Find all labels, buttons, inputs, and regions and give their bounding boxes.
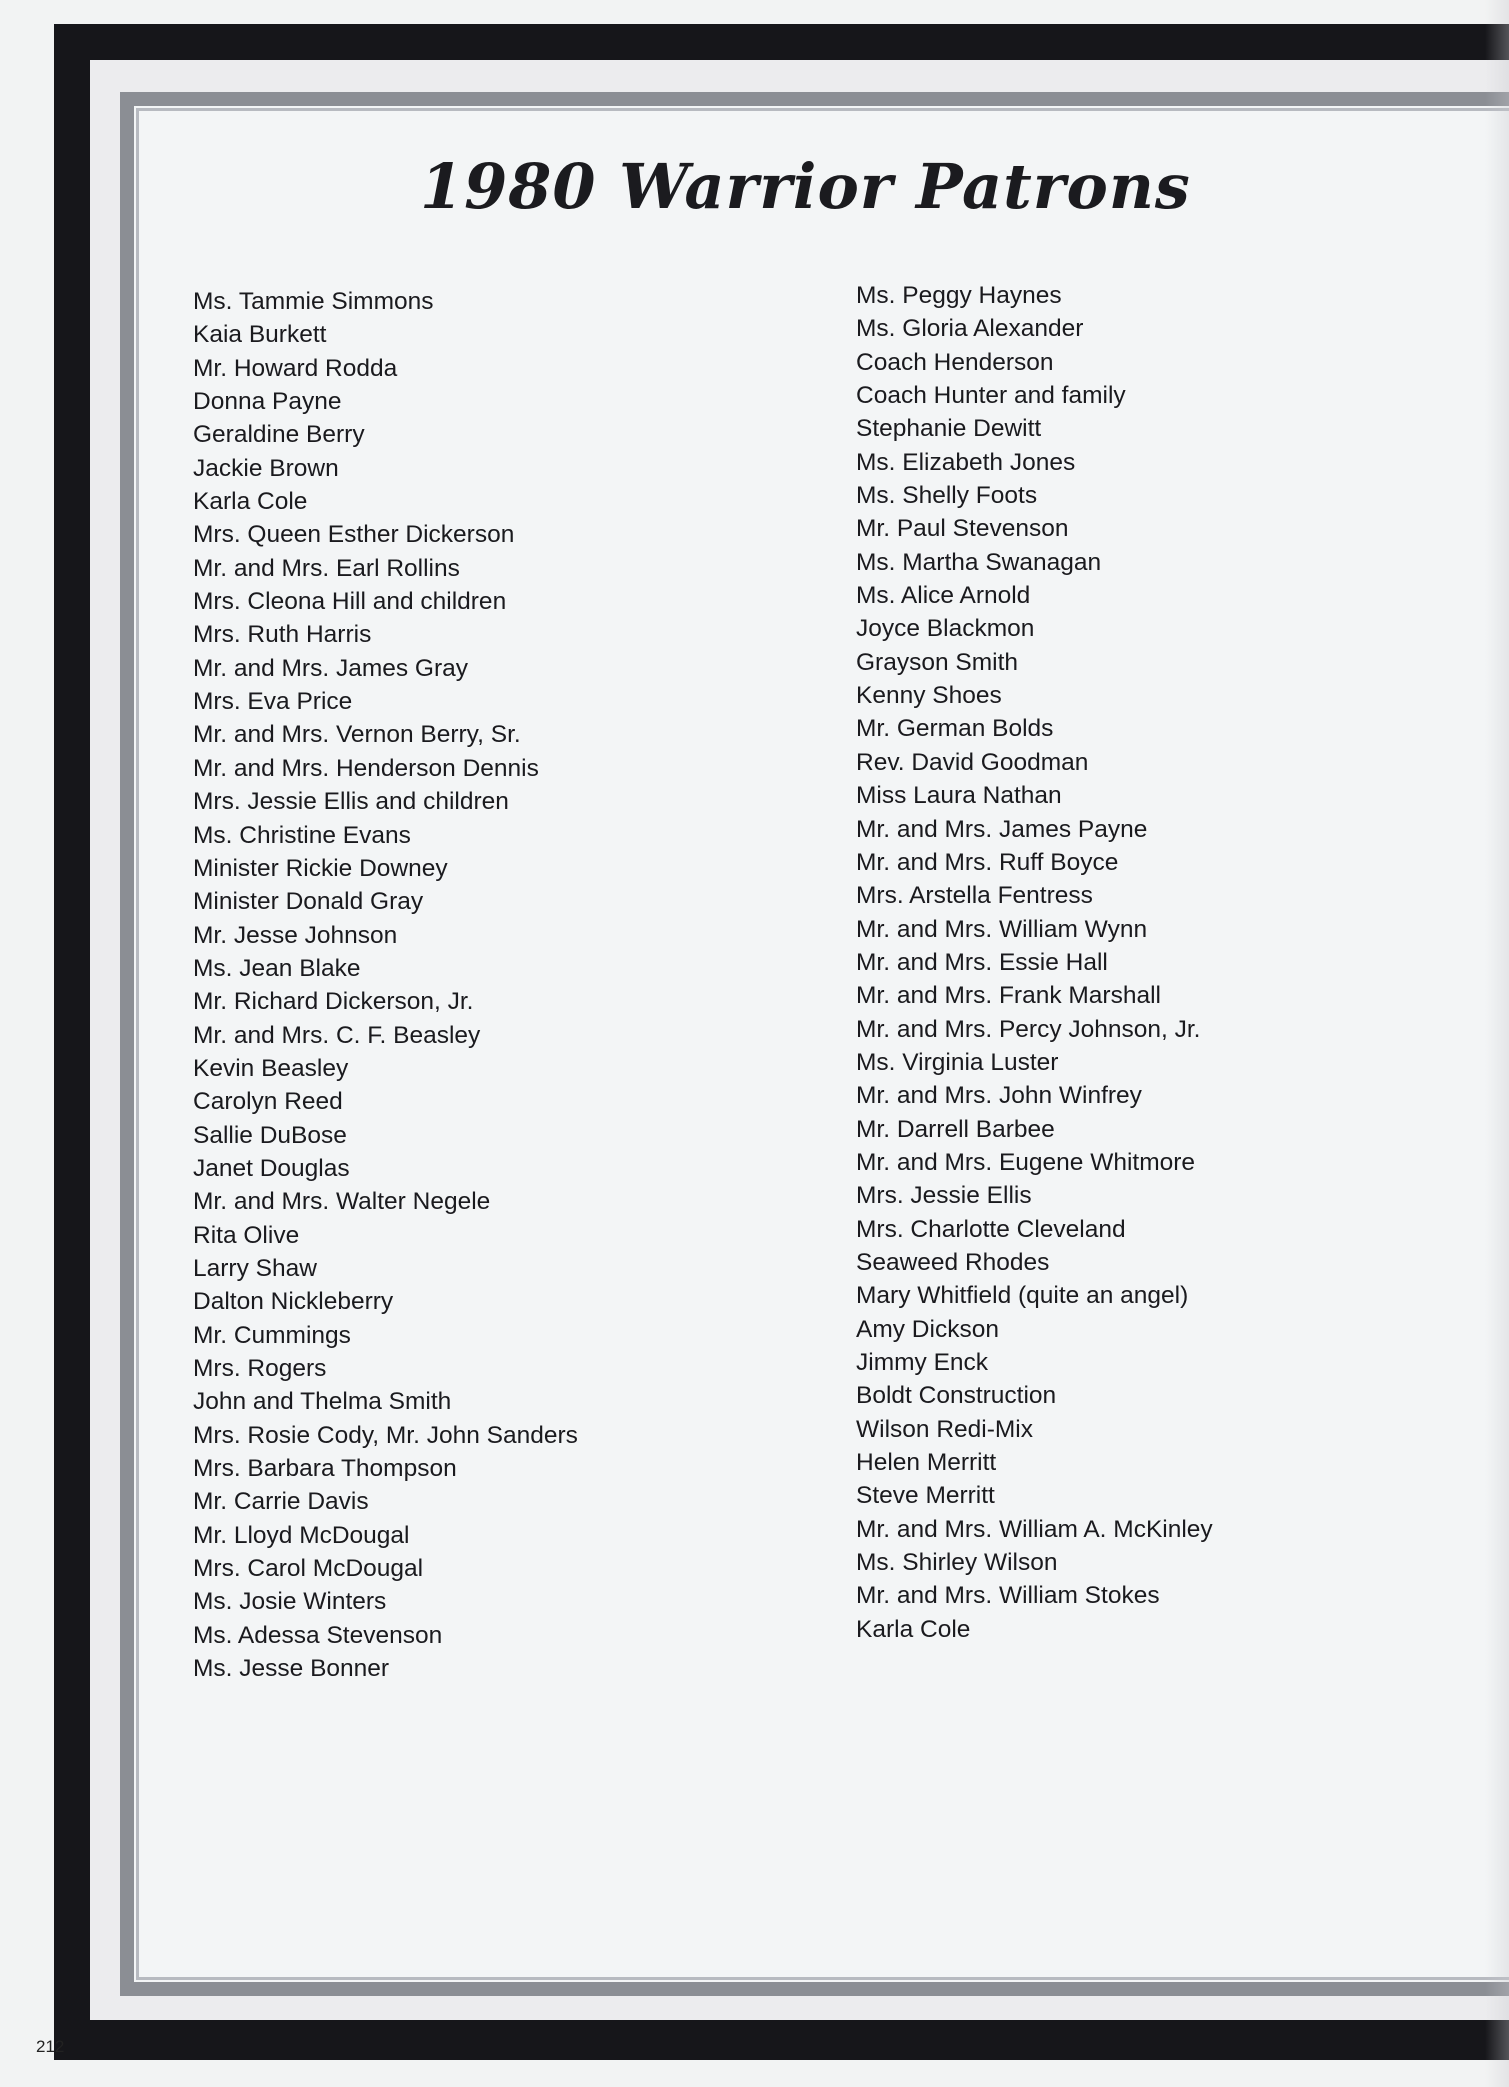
patron-name: Sallie DuBose (193, 1121, 347, 1149)
page-number: 212 (36, 2037, 65, 2056)
patron-name: Ms. Jesse Bonner (193, 1655, 390, 1683)
patron-name: Mrs. Carol McDougal (193, 1555, 424, 1583)
patron-name: Ms. Shelly Foots (856, 482, 1038, 510)
patron-name: Ms. Shirley Wilson (856, 1549, 1058, 1577)
patron-name: Ms. Christine Evans (193, 821, 411, 849)
patron-name: Mrs. Charlotte Cleveland (856, 1215, 1126, 1243)
patron-name: Mr. Jesse Johnson (193, 921, 398, 949)
patron-name: Wilson Redi-Mix (856, 1415, 1033, 1443)
patron-name: Ms. Jean Blake (193, 954, 361, 982)
spine-shadow (1485, 0, 1509, 2087)
patron-name: Mr. and Mrs. James Payne (856, 815, 1148, 843)
patron-name: Miss Laura Nathan (856, 782, 1062, 810)
patron-name: Larry Shaw (193, 1254, 317, 1282)
patron-name: Rita Olive (193, 1221, 300, 1249)
patron-name: Mr. Cummings (193, 1321, 351, 1349)
patron-name: Minister Donald Gray (193, 888, 424, 916)
patron-name: Karla Cole (193, 488, 308, 516)
patron-list-left (193, 285, 578, 1685)
patron-name: Mrs. Rosie Cody, Mr. John Sanders (193, 1421, 578, 1449)
patron-name: Mr. Darrell Barbee (856, 1115, 1055, 1143)
patron-name: Grayson Smith (856, 648, 1019, 676)
patron-name: Ms. Peggy Haynes (856, 282, 1062, 309)
patron-name: Jimmy Enck (856, 1349, 989, 1376)
patron-name: Mr. and Mrs. John Winfrey (856, 1082, 1142, 1110)
patron-name: Mrs. Rogers (193, 1355, 327, 1382)
patron-name: Ms. Gloria Alexander (856, 315, 1084, 343)
patron-name: Ms. Tammie Simmons (193, 288, 434, 315)
patron-name: Mrs. Queen Esther Dickerson (193, 521, 515, 549)
patron-name: Mr. and Mrs. Earl Rollins (193, 554, 460, 582)
patron-name: Mr. Carrie Davis (193, 1488, 369, 1516)
patron-name: Ms. Elizabeth Jones (856, 448, 1076, 476)
patron-name: Mr. Howard Rodda (193, 354, 398, 382)
patron-name: Mrs. Jessie Ellis (856, 1182, 1032, 1210)
patron-name: Stephanie Dewitt (856, 415, 1042, 443)
patron-name: Mr. and Mrs. William A. McKinley (856, 1515, 1213, 1543)
patron-name: Mr. and Mrs. Eugene Whitmore (856, 1148, 1196, 1176)
patron-name: Mrs. Eva Price (193, 688, 353, 716)
patron-list-right (856, 279, 1213, 1646)
patron-name: Mrs. Barbara Thompson (193, 1455, 457, 1483)
patron-name: Mr. and Mrs. William Wynn (856, 915, 1148, 943)
patron-name: Ms. Alice Arnold (856, 582, 1031, 610)
patron-name: John and Thelma Smith (193, 1388, 452, 1416)
patron-name: Dalton Nickleberry (193, 1288, 394, 1316)
patron-name: Donna Payne (193, 388, 342, 416)
patron-name: Mr. and Mrs. Frank Marshall (856, 982, 1161, 1010)
patron-name: Ms. Virginia Luster (856, 1048, 1059, 1076)
patron-name: Mr. Lloyd McDougal (193, 1521, 410, 1549)
patron-name: Geraldine Berry (193, 421, 365, 449)
patron-name: Mary Whitfield (quite an angel) (856, 1282, 1189, 1310)
patron-name: Seaweed Rhodes (856, 1248, 1050, 1276)
patron-name: Mr. and Mrs. Vernon Berry, Sr. (193, 721, 521, 749)
patron-name: Mrs. Arstella Fentress (856, 882, 1093, 910)
patron-name: Mr. and Mrs. C. F. Beasley (193, 1021, 481, 1049)
patron-name: Mr. Paul Stevenson (856, 515, 1069, 543)
patron-name: Joyce Blackmon (856, 615, 1035, 643)
patron-name: Ms. Martha Swanagan (856, 548, 1102, 576)
patron-name: Ms. Josie Winters (193, 1588, 387, 1616)
patron-name: Minister Rickie Downey (193, 854, 448, 882)
patron-name: Boldt Construction (856, 1382, 1057, 1410)
patron-name: Mr. and Mrs. Percy Johnson, Jr. (856, 1015, 1201, 1043)
patron-name: Steve Merritt (856, 1482, 995, 1510)
patron-name: Ms. Adessa Stevenson (193, 1621, 443, 1649)
patron-name: Mrs. Cleona Hill and children (193, 588, 507, 616)
patron-name: Mr. Richard Dickerson, Jr. (193, 988, 474, 1016)
patron-name: Kevin Beasley (193, 1054, 349, 1082)
patron-name: Mr. German Bolds (856, 715, 1054, 743)
patron-name: Mrs. Jessie Ellis and children (193, 788, 509, 816)
patron-name: Mr. and Mrs. Henderson Dennis (193, 754, 539, 782)
patron-name: Janet Douglas (193, 1154, 350, 1182)
patron-name: Mr. and Mrs. William Stokes (856, 1582, 1160, 1610)
patron-name: Amy Dickson (856, 1315, 999, 1343)
patron-name: Coach Henderson (856, 348, 1054, 376)
patron-name: Mr. and Mrs. Essie Hall (856, 948, 1108, 976)
patron-name: Mr. and Mrs. Ruff Boyce (856, 848, 1119, 876)
patron-name: Coach Hunter and family (856, 382, 1126, 410)
patron-name: Rev. David Goodman (856, 748, 1089, 776)
patron-name: Helen Merritt (856, 1449, 997, 1477)
patron-name: Jackie Brown (193, 454, 339, 482)
page-title: 1980 Warrior Patrons (420, 150, 1191, 223)
patron-name: Mrs. Ruth Harris (193, 621, 372, 649)
patron-name: Carolyn Reed (193, 1088, 343, 1116)
patron-name: Mr. and Mrs. James Gray (193, 654, 469, 682)
patron-name: Mr. and Mrs. Walter Negele (193, 1188, 491, 1216)
patron-name: Karla Cole (856, 1615, 971, 1643)
patron-name: Kaia Burkett (193, 321, 327, 349)
patron-name: Kenny Shoes (856, 682, 1002, 710)
